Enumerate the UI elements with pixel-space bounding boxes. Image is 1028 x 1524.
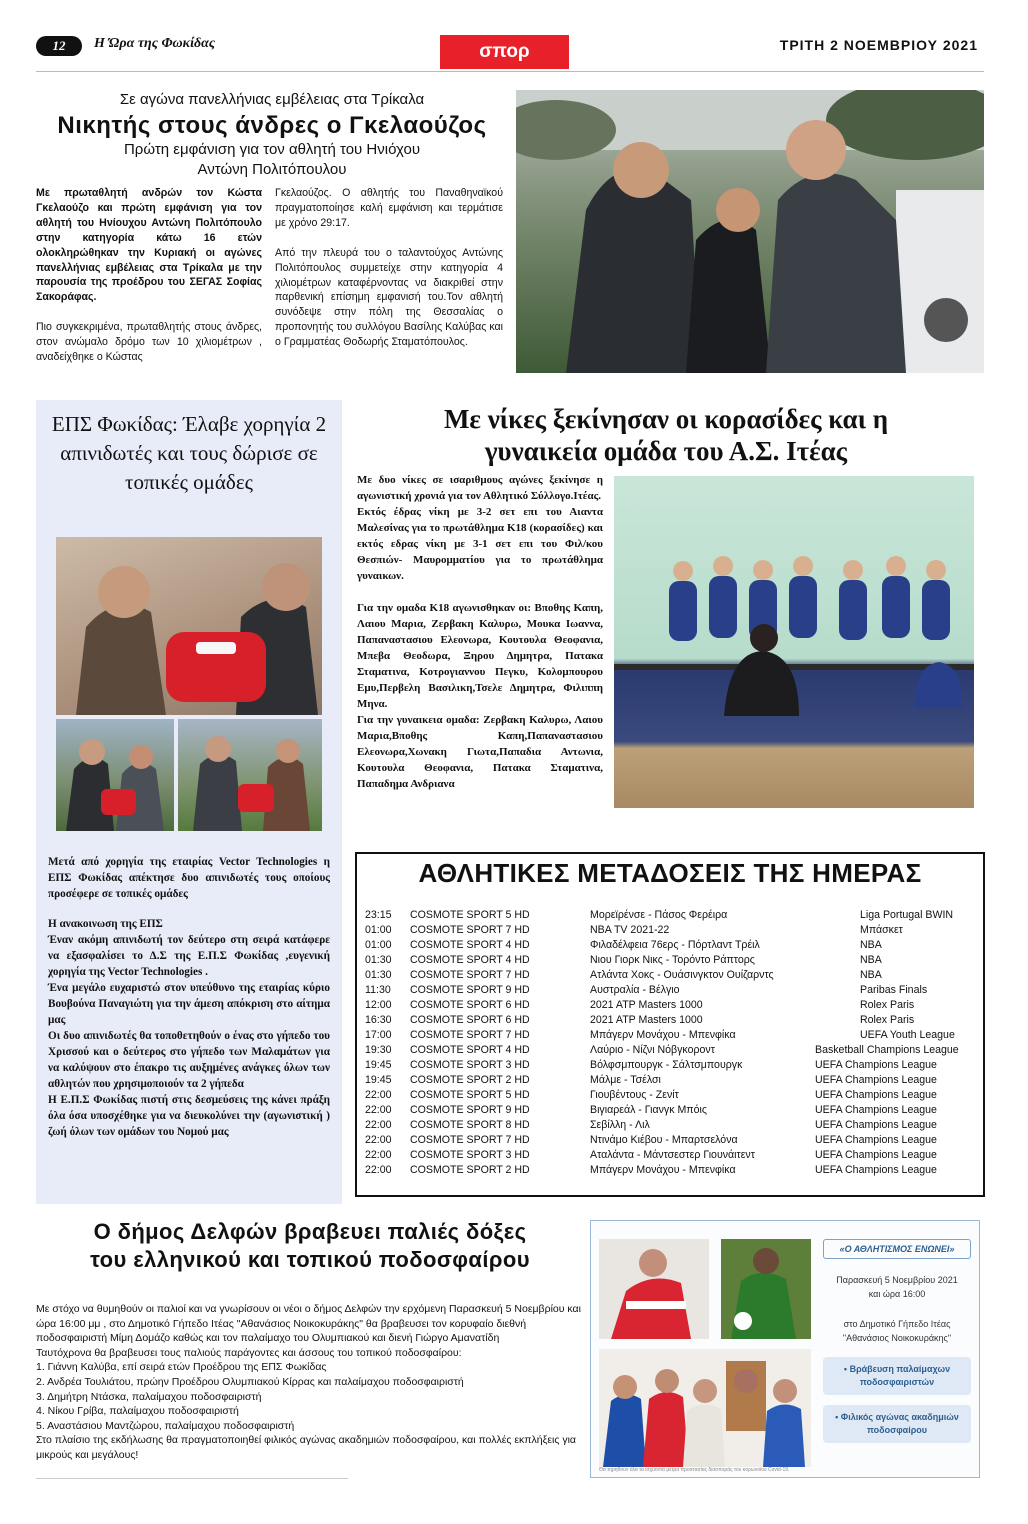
newspaper-name: Η Ώρα της Φωκίδας (94, 36, 216, 51)
delphi-list-item: 1. Γιάννη Καλύβα, επί σειρά ετών Προέδρου της ΕΠΣ Φωκίδας (36, 1361, 327, 1374)
eps-paragraph: Ένα μεγάλο ευχαριστώ στον υπεύθυνο της εταιρίας κύριο Βουβούνα Παναγιώτη για την άμεση απόκριση στο αίτημα μας (48, 982, 330, 1026)
tv-row (365, 1103, 977, 1118)
poster-venue-name: "Αθανάσιος Νοικοκυράκης" (842, 1333, 952, 1343)
tv-channel: COSMOTE SPORT 2 HD (410, 1164, 530, 1176)
tv-competition: NBA (860, 954, 882, 966)
tv-row (365, 998, 977, 1013)
tv-event: Βιγιαρεάλ - Γιανγκ Μπόις (590, 1104, 707, 1116)
article1-col2 (275, 186, 503, 350)
tv-competition: UEFA Champions League (815, 1134, 937, 1146)
poster-time: και ώρα 16:00 (868, 1289, 926, 1299)
tv-row (365, 983, 977, 998)
tv-time: 22:00 (365, 1164, 392, 1176)
delphi-list-item: 5. Αναστάσιου Μαντζώρου, παλαίμαχου ποδοσφαιριστή (36, 1419, 295, 1432)
tv-row (365, 1163, 977, 1178)
tv-channel: COSMOTE SPORT 3 HD (410, 1149, 530, 1161)
delphi-title-line2: του ελληνικού και τοπικού ποδοσφαίρου (90, 1247, 530, 1272)
tv-event: Μορεϊρένσε - Πάσος Φερέιρα (590, 909, 728, 921)
tv-row (365, 1058, 977, 1073)
tv-channel: COSMOTE SPORT 6 HD (410, 1014, 530, 1026)
tv-competition: NBA (860, 969, 882, 981)
tv-channel: COSMOTE SPORT 2 HD (410, 1074, 530, 1086)
tv-event: Βόλφσμπουργκ - Σάλτσμπουργκ (590, 1059, 743, 1071)
tv-competition: UEFA Champions League (815, 1089, 937, 1101)
tv-competition: UEFA Youth League (860, 1029, 955, 1041)
eps-paragraph: Οι δυο απινιδωτές θα τοποθετηθούν ο ένας στο γήπεδο του Χρισσού και ο δεύτερος στο γήπεδο των Μαλαμάτων για να καλύψουν στο έπακρο τις αυξημένες ανάγκες όλων των αθλητών που χρησιμοποιούν τα 2 γήπεδα (48, 1030, 330, 1090)
delphi-title-line1: Ο δήμος Δελφών βραβευει παλιές δόξες (93, 1219, 527, 1244)
volleyball-team-photo-art (614, 476, 974, 808)
tv-time: 01:00 (365, 939, 392, 951)
tv-competition: Rolex Paris (860, 1014, 915, 1026)
article1-paragraph: Πιο συγκεκριμένα, πρωταθλητής στους άνδρες, στον ανώμαλο δρόμο των 10 χιλιομέτρων , αναδείχθηκε ο Κώστας (36, 321, 262, 364)
tv-channel: COSMOTE SPORT 9 HD (410, 984, 530, 996)
delphi-list-item: 3. Δημήτρη Ντάσκα, παλαίμαχου ποδοσφαιριστή (36, 1390, 262, 1403)
athletes-photo (516, 90, 984, 373)
tv-row (365, 1013, 977, 1028)
defibrillator-photo-main (56, 537, 322, 715)
tv-competition: Paribas Finals (860, 984, 928, 996)
tv-time: 22:00 (365, 1119, 392, 1131)
tv-event: Λαύριο - Νίζνι Νόβγκοροντ (590, 1044, 715, 1056)
tv-event: 2021 ATP Masters 1000 (590, 999, 703, 1011)
article1-lead: Με πρωταθλητή ανδρών τον Κώστα Γκελαούζο και πρώτη εμφάνιση για τον αθλητή του Ηνίουχου Αντώνη Πολιτόπουλο στην κατηγορία κάτω 16 ετών ολοκληρώθηκαν την Κυριακή οι αγώνες πανελλήνιας εμβέλειας στα Τρίκαλα με την παρουσία της προέδρου του ΣΕΓΑΣ Σοφίας Σακοράφας. (36, 187, 262, 304)
tv-time: 22:00 (365, 1089, 392, 1101)
volleyball-team-photo (614, 476, 974, 808)
event-poster (590, 1220, 980, 1478)
tv-event: Αυστραλία - Βέλγιο (590, 984, 680, 996)
poster-bullet-text: • Βράβευση παλαίμαχων (843, 1364, 951, 1374)
article1-paragraph: Από την πλευρά του ο ταλαντούχος Αντώνης Πολιτόπουλος συμμετείχε στην κατηγορία 4 χιλιομέτρων καταφέρνοντας να διακριθεί στην παρθενική επίσημη εμφανισή του.Τον αθλητή συνόδεψε στην πόλη της Θεσσαλίας ο προπονητής του συλλόγου Βασίλης Καλύβας και ο Γραμματέας Θοδωρής Σταματόπουλος. (275, 246, 503, 349)
defibrillator-photo-3-art (178, 719, 322, 831)
tv-event: Ατλάντα Χοκς - Ουάσινγκτον Ουίζαρντς (590, 969, 774, 981)
tv-time: 22:00 (365, 1104, 392, 1116)
eps-article-title: ΕΠΣ Φωκίδας: Έλαβε χορηγία 2 απινιδωτές και τους δώρισε σε τοπικές ομάδες (51, 412, 327, 494)
tv-competition: Rolex Paris (860, 999, 915, 1011)
tv-row (365, 968, 977, 983)
tv-event: Νιου Γιορκ Νικς - Τορόντο Ράπτορς (590, 954, 755, 966)
tv-channel: COSMOTE SPORT 7 HD (410, 1029, 530, 1041)
tv-listings-title: ΑΘΛΗΤΙΚΕΣ ΜΕΤΑΔΟΣΕΙΣ ΤΗΣ ΗΜΕΡΑΣ (418, 858, 922, 888)
tv-competition: Liga Portugal BWIN (860, 909, 954, 921)
article1-subtitle-line2: Αντώνη Πολιτόπουλου (197, 161, 347, 178)
tv-channel: COSMOTE SPORT 4 HD (410, 954, 530, 966)
tv-event: Μπάγερν Μονάχου - Μπενφίκα (590, 1164, 736, 1176)
tv-channel: COSMOTE SPORT 7 HD (410, 969, 530, 981)
tv-event: Φιλαδέλφεια 76ερς - Πόρτλαντ Τρέιλ (590, 939, 760, 951)
tv-channel: COSMOTE SPORT 7 HD (410, 924, 530, 936)
tv-time: 19:45 (365, 1059, 392, 1071)
delphi-paragraph: Στο πλαίσιο της εκδήλωσης θα πραγματοποιηθεί φιλικός αγώνας ακαδημιών ποδοσφαίρου, και πολλές εκπλήξεις για μικρούς και μεγάλους! (36, 1434, 576, 1461)
defibrillator-photo-2-art (56, 719, 174, 831)
tv-channel: COSMOTE SPORT 9 HD (410, 1104, 530, 1116)
tv-row (365, 1118, 977, 1133)
eps-paragraph: Η Ε.Π.Σ Φωκίδας πιστή στις δεσμεύσεις της κάνει πράξη όλα όσα υποσχέθηκε για να διευκολύνει την (αγωνιστική ) ζωή όλων των ομάδων του Νομού μας (48, 1094, 330, 1138)
tv-time: 22:00 (365, 1149, 392, 1161)
tv-channel: COSMOTE SPORT 3 HD (410, 1059, 530, 1071)
defibrillator-photo-3 (178, 719, 322, 831)
delphi-list-item: 4. Νίκου Γρίβα, παλαίμαχου ποδοσφαιριστή (36, 1405, 239, 1418)
tv-competition: UEFA Champions League (815, 1104, 937, 1116)
tv-channel: COSMOTE SPORT 5 HD (410, 1089, 530, 1101)
header-divider (36, 71, 984, 72)
poster-venue: στο Δημοτικό Γήπεδο Ιτέας (843, 1319, 951, 1329)
article1-subtitle (36, 140, 508, 180)
defibrillator-photo-2 (56, 719, 174, 831)
tv-competition: UEFA Champions League (815, 1119, 937, 1131)
tv-competition: UEFA Champions League (815, 1059, 937, 1071)
article1-col1 (36, 186, 262, 365)
delphi-paragraph: Με στόχο να θυμηθούν οι παλιοί και να γνωρίσουν οι νέοι ο δήμος Δελφών την ερχόμενη Παρασκευή 5 Νοεμβρίου και ώρα 16:00 μμ , στο Δημοτικό Γήπεδο Ιτέας "Αθανάσιος Νοικοκυράκης" θα βραβευσει τον κορυφαίο διεθνή ποδοσφαιριστή Μίμη Δομάζο καθώς και τον παλαίμαχο του Ολυμπιακού και διενή Γιώργο Αμανατίδη (36, 1303, 581, 1345)
poster-bullet (823, 1357, 971, 1395)
article1-title: Νικητής στους άνδρες ο Γκελαούζος (57, 112, 487, 139)
tv-row (365, 908, 977, 923)
tv-competition: Μπάσκετ (860, 924, 903, 936)
tv-time: 22:00 (365, 1134, 392, 1146)
tv-row (365, 1043, 977, 1058)
tv-row (365, 1028, 977, 1043)
tv-channel: COSMOTE SPORT 6 HD (410, 999, 530, 1011)
article-end-rule (36, 1478, 348, 1479)
tv-event: Αταλάντα - Μάντσεστερ Γιουνάιτεντ (590, 1149, 755, 1161)
itea-title-line2: γυναικεία ομάδα του Α.Σ. Ιτέας (484, 436, 848, 466)
tv-event: Μάλμε - Τσέλσι (590, 1074, 661, 1086)
poster-title: «Ο ΑΘΛΗΤΙΣΜΟΣ ΕΝΩΝΕΙ» (823, 1239, 971, 1259)
tv-time: 01:00 (365, 924, 392, 936)
tv-event: Σεβίλλη - Λιλ (590, 1119, 650, 1131)
tv-time: 12:00 (365, 999, 392, 1011)
itea-title-line1: Με νίκες ξεκίνησαν οι κορασίδες και η (443, 404, 889, 434)
itea-paragraph: Με δυο νίκες σε ισαριθμους αγώνες ξεκίνησε η αγωνιστική χρονιά για τον Αθλητικό Σύλλογο.Ιτέας. (357, 474, 603, 502)
poster-date: Παρασκευή 5 Νοεμβρίου 2021 (836, 1275, 958, 1285)
tv-channel: COSMOTE SPORT 4 HD (410, 939, 530, 951)
eps-paragraph: Μετά από χορηγία της εταιρίας Vector Technologies η ΕΠΣ Φωκίδας απέκτησε δυο απινιδωτές τους οποίους προσέφερε σε τοπικές ομάδες (48, 856, 330, 900)
poster-footer: Θα τηρηθούν όλα τα ισχύοντα μέτρα προστασίας διασποράς του κορωνοϊού Covid-19. (599, 1467, 790, 1473)
delphi-list-item: 2. Ανδρέα Τουλιάτου, πρώην Προέδρου Ολυμπιακού Κίρρας και παλαίμαχου ποδοσφαιριστή (36, 1375, 464, 1388)
section-label: σπορ (440, 35, 569, 69)
tv-row (365, 1088, 977, 1103)
tv-time: 01:30 (365, 969, 392, 981)
tv-time: 23:15 (365, 909, 392, 921)
itea-paragraph: Για την ομαδα Κ18 αγωνισθηκαν οι: Βποθης Καπη, Λαιου Μαρια, Ζερβακη Καλυρω, Μουκα Ιωαννα, Παπαναστασιου Ελεονωρα, Κουτουλα Θεοφανια, Μπεβα Θεοδωρα, Ξηρου Δημητρα, Πατακα Σταματινα, Κοτρογιαννου Πεγκυ, Κολομπουρου Εμυ,Περβελη Βασιλικη,Τσελε Δημητρα, Φιλιππη Μηνα. (357, 602, 603, 710)
article1-paragraph: Γκελαούζος. Ο αθλητής του Παναθηναϊκού πραγματοποίησε καλή εμφάνιση και τερμάτισε με χρόνο 29:17. (275, 187, 503, 229)
delphi-article-title (36, 1218, 584, 1274)
itea-paragraph: Εκτός έδρας νίκη με 3-2 σετ επι του Αιαντα Μαλεσίνας για το πρωτάθλημα Κ18 (κορασίδες) και εκτός εδρας νίκη με 3-1 σετ επι του Φιλ/κου Θεσπιών- Μαυρομματίου για το πρωτάθλημα γυναικων. (357, 506, 603, 582)
tv-time: 19:45 (365, 1074, 392, 1086)
tv-channel: COSMOTE SPORT 5 HD (410, 909, 530, 921)
tv-time: 11:30 (365, 984, 391, 996)
poster-bullet-text: ποδοσφαιριστών (859, 1377, 935, 1387)
tv-row (365, 1073, 977, 1088)
poster-text (823, 1239, 971, 1443)
tv-time: 01:30 (365, 954, 392, 966)
itea-paragraph: Για την γυναικεια ομαδα: Ζερβακη Καλυρω, Λαιου Μαρια,Βποθης Καπη,Παπαναστασιου Ελεονωρα,Χωνακη Γιωτα,Παπαδια Αντωνια, Κουτουλα Θεοφανια, Πατακα Σταματινα, Παπαδημα Ανδριανα (357, 714, 603, 790)
tv-row (365, 1148, 977, 1163)
tv-event: Γιουβέντους - Ζενίτ (590, 1089, 679, 1101)
eps-paragraph: Έναν ακόμη απινιδωτή τον δεύτερο στη σειρά κατάφερε να εξασφαλίσει το Δ.Σ της Ε.Π.Σ Φωκίδας ,ευγενική χορηγία της Vector Technologies . (48, 934, 330, 978)
tv-time: 19:30 (365, 1044, 392, 1056)
eps-article-body (48, 854, 330, 1140)
tv-row (365, 938, 977, 953)
tv-competition: UEFA Champions League (815, 1149, 937, 1161)
page-number: 12 (36, 36, 82, 56)
poster-bullet-text: • Φιλικός αγώνας ακαδημιών (835, 1412, 959, 1422)
delphi-article-body (36, 1302, 584, 1463)
tv-competition: UEFA Champions League (815, 1074, 937, 1086)
tv-event: Μπάγερν Μονάχου - Μπενφίκα (590, 1029, 736, 1041)
tv-row (365, 953, 977, 968)
tv-row (365, 1133, 977, 1148)
tv-competition: NBA (860, 939, 882, 951)
tv-channel: COSMOTE SPORT 4 HD (410, 1044, 530, 1056)
article1-kicker: Σε αγώνα πανελλήνιας εμβέλειας στα Τρίκαλα (119, 91, 425, 108)
tv-row (365, 923, 977, 938)
poster-bullet (823, 1405, 971, 1443)
tv-channel: COSMOTE SPORT 7 HD (410, 1134, 530, 1146)
athletes-photo-art (516, 90, 984, 373)
tv-event: Ντινάμο Κιέβου - Μπαρτσελόνα (590, 1134, 738, 1146)
tv-competition: Basketball Champions League (815, 1044, 959, 1056)
defibrillator-photo-art (56, 537, 322, 715)
tv-competition: UEFA Champions League (815, 1164, 937, 1176)
issue-date: ΤΡΙΤΗ 2 ΝΟΕΜΒΡΙΟΥ 2021 (779, 37, 978, 53)
itea-article-title (350, 403, 982, 467)
tv-event: NBA TV 2021-22 (590, 924, 670, 936)
article1-subtitle-line1: Πρώτη εμφάνιση για τον αθλητή του Ηνιόχου (123, 141, 421, 158)
tv-time: 17:00 (365, 1029, 392, 1041)
poster-bullet-text: ποδοσφαίρου (866, 1425, 928, 1435)
tv-event: 2021 ATP Masters 1000 (590, 1014, 703, 1026)
delphi-paragraph: Ταυτόχρονα θα βραβευσει τους παλιούς παράγοντες και άσσους του τοπικού ποδοσφαίρου: (36, 1346, 462, 1359)
tv-channel: COSMOTE SPORT 8 HD (410, 1119, 530, 1131)
tv-time: 16:30 (365, 1014, 392, 1026)
itea-article-body (357, 472, 603, 792)
eps-paragraph: Η ανακοινωση της ΕΠΣ (48, 918, 163, 930)
